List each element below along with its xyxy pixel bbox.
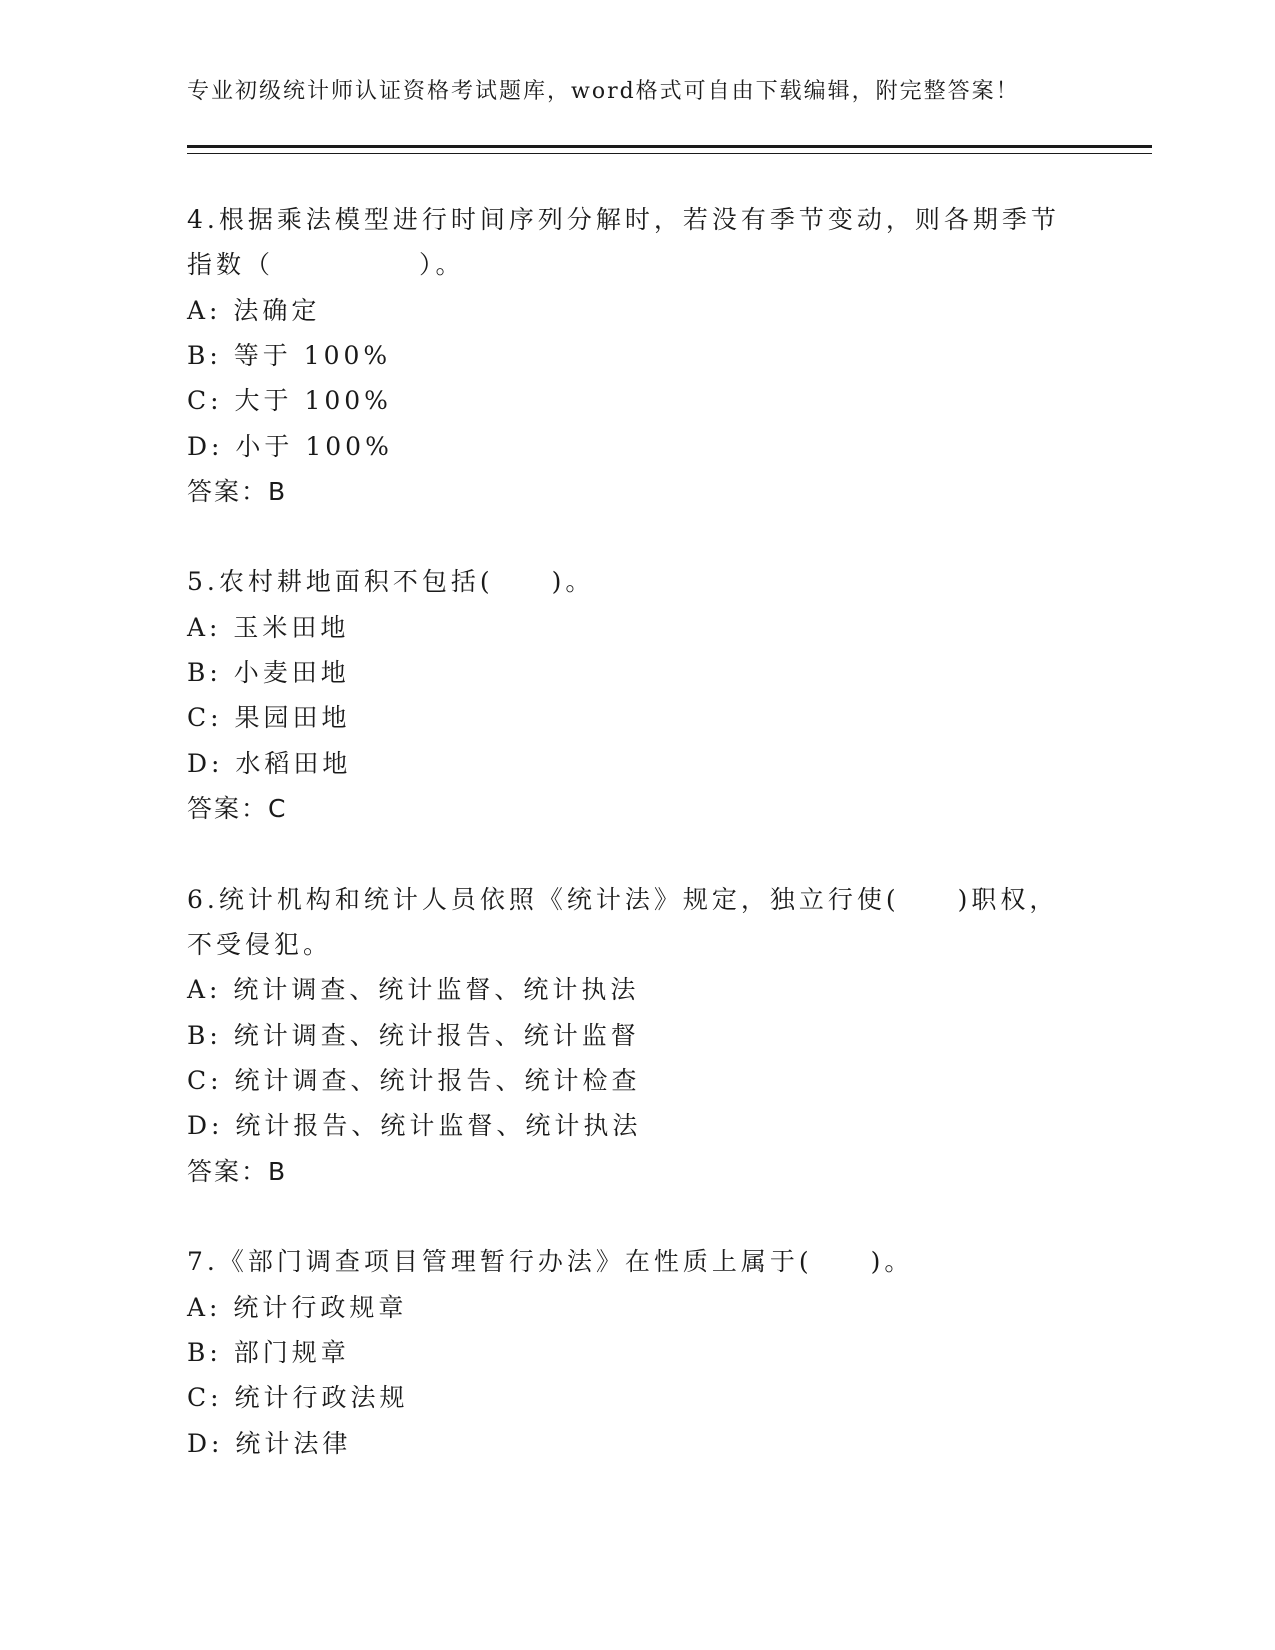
question-4-stem-line-1: 4.根据乘法模型进行时间序列分解时，若没有季节变动，则各期季节 xyxy=(187,205,1060,234)
question-6-option-a: A: 统计调查、统计监督、统计执法 xyxy=(187,975,640,1004)
question-5-option-d: D: 水稻田地 xyxy=(187,749,352,778)
question-7-option-a: A: 统计行政规章 xyxy=(187,1293,408,1322)
question-6-option-d: D: 统计报告、统计监督、统计执法 xyxy=(187,1111,642,1140)
question-5-option-c: C: 果园田地 xyxy=(187,703,351,732)
header-rule xyxy=(187,145,1152,154)
question-6-option-b: B: 统计调查、统计报告、统计监督 xyxy=(187,1021,640,1050)
question-7-stem-line-1: 7.《部门调查项目管理暂行办法》在性质上属于( )。 xyxy=(187,1247,914,1276)
question-4-option-c: C: 大于 100% xyxy=(187,386,392,415)
question-4-option-d: D: 小于 100% xyxy=(187,432,393,461)
question-6-stem-line-2: 不受侵犯。 xyxy=(187,930,333,959)
question-5-option-a: A: 玉米田地 xyxy=(187,613,350,642)
question-7-option-d: D: 统计法律 xyxy=(187,1429,352,1458)
question-6-stem-line-1: 6.统计机构和统计人员依照《统计法》规定，独立行使( )职权， xyxy=(187,885,1059,914)
question-4-answer: 答案：B xyxy=(187,477,288,506)
page-header: 专业初级统计师认证资格考试题库，word格式可自由下载编辑，附完整答案！ xyxy=(187,79,1020,104)
question-4-option-a: A: 法确定 xyxy=(187,296,321,325)
question-6-answer: 答案：B xyxy=(187,1157,288,1186)
question-5-option-b: B: 小麦田地 xyxy=(187,658,350,687)
question-6-option-c: C: 统计调查、统计报告、统计检查 xyxy=(187,1066,641,1095)
question-5-answer: 答案：C xyxy=(187,794,288,823)
question-7-option-b: B: 部门规章 xyxy=(187,1338,350,1367)
question-5-stem-line-1: 5.农村耕地面积不包括( )。 xyxy=(187,567,595,596)
question-7-option-c: C: 统计行政法规 xyxy=(187,1383,409,1412)
question-4-stem-line-2: 指数（ ）。 xyxy=(187,250,465,279)
question-4-option-b: B: 等于 100% xyxy=(187,341,392,370)
